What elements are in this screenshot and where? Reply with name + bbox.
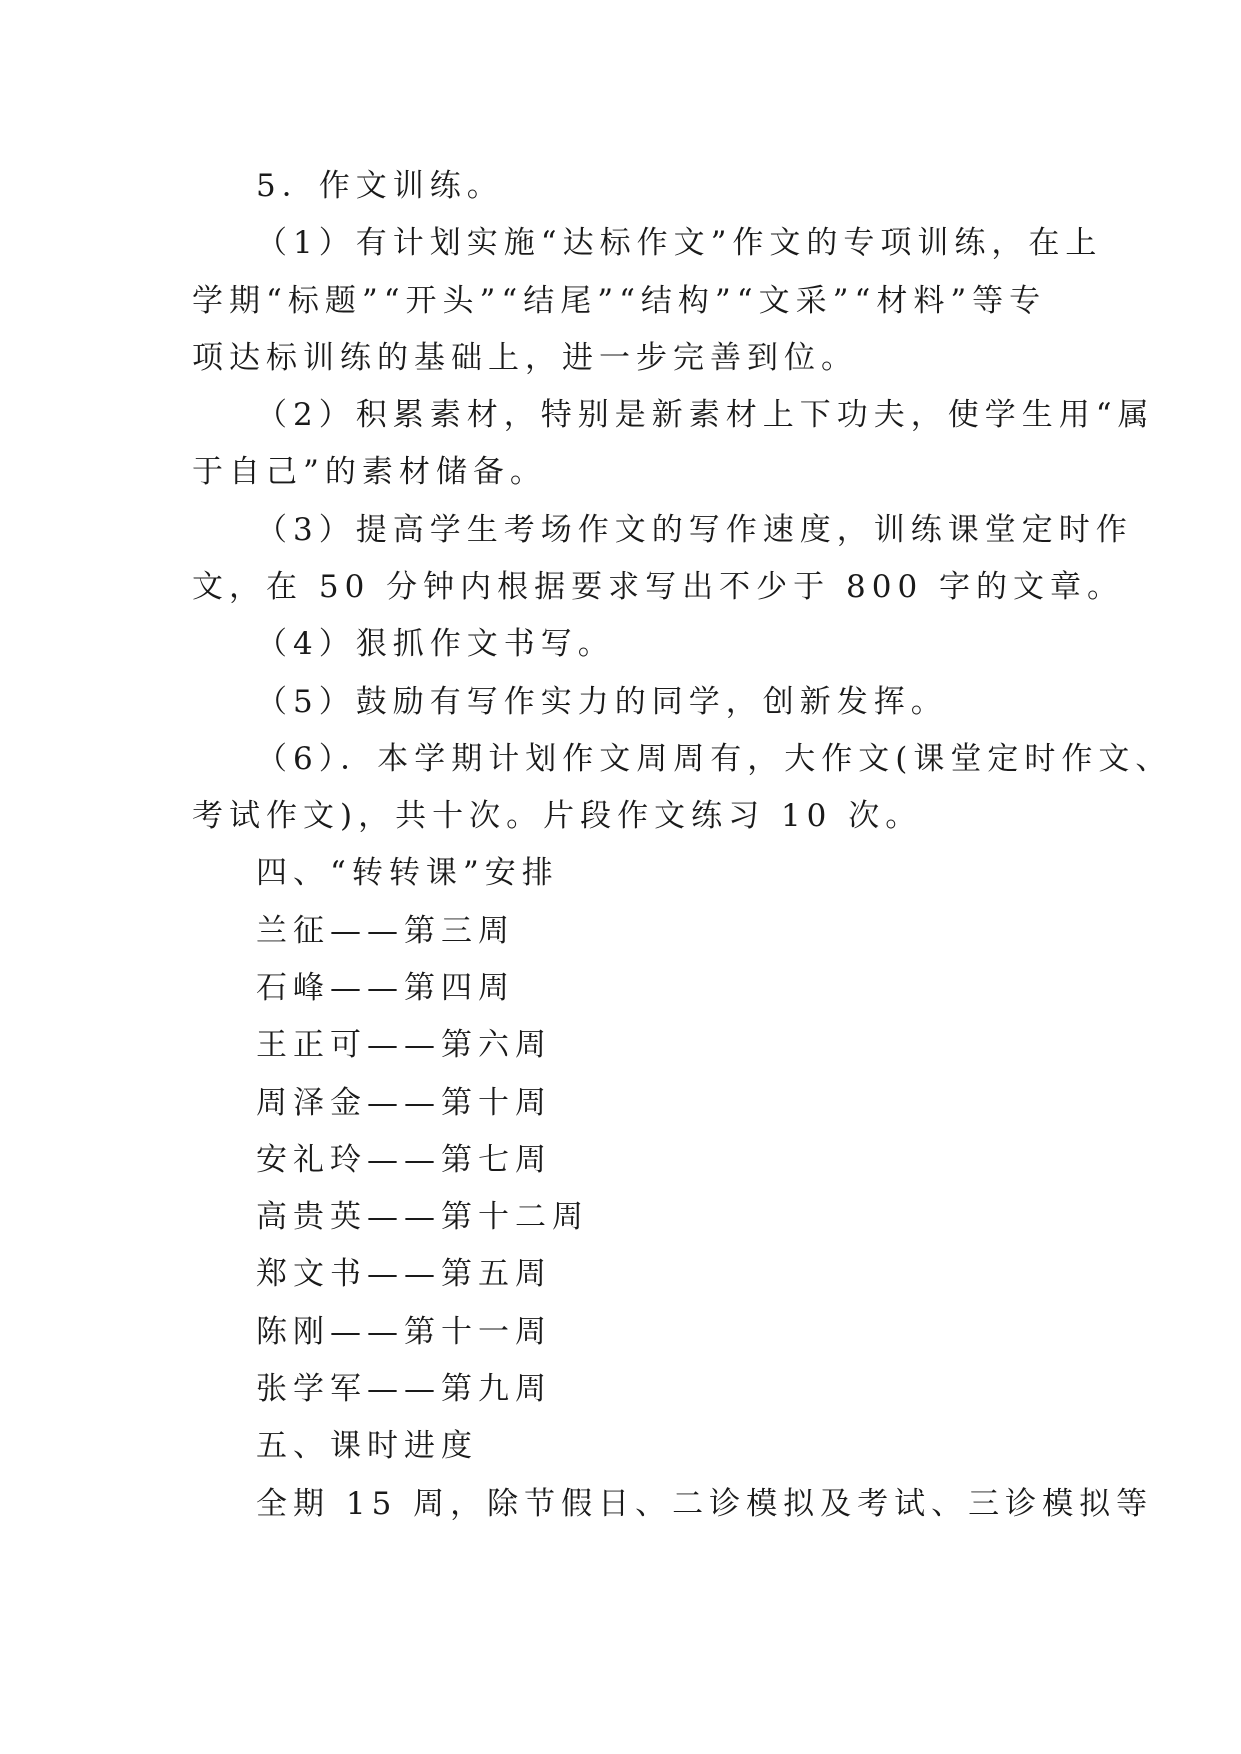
paragraph-line: 考试作文)，共十次。片段作文练习 10 次。 — [192, 798, 923, 834]
schedule-item: 高贵英——第十二周 — [256, 1199, 589, 1235]
paragraph-line: （3）提高学生考场作文的写作速度，训练课堂定时作 — [256, 512, 1133, 548]
schedule-item: 张学军——第九周 — [256, 1371, 552, 1407]
section-heading-composition: 5．作文训练。 — [256, 168, 504, 204]
section-heading-progress: 五、课时进度 — [256, 1428, 478, 1464]
paragraph-line: 项达标训练的基础上，进一步完善到位。 — [192, 340, 858, 376]
paragraph-line: （5）鼓励有写作实力的同学，创新发挥。 — [256, 684, 948, 720]
paragraph-line: 文，在 50 分钟内根据要求写出不少于 800 字的文章。 — [192, 569, 1125, 605]
schedule-item: 郑文书——第五周 — [256, 1256, 552, 1292]
paragraph-line: （4）狠抓作文书写。 — [256, 626, 615, 662]
schedule-item: 王正可——第六周 — [256, 1027, 552, 1063]
schedule-item: 陈刚——第十一周 — [256, 1314, 552, 1350]
paragraph-line: 于自己”的素材储备。 — [192, 454, 547, 490]
paragraph-line: 学期“标题”“开头”“结尾”“结构”“文采”“材料”等专 — [192, 283, 1047, 319]
paragraph-line: （2）积累素材，特别是新素材上下功夫，使学生用“属 — [256, 397, 1155, 433]
paragraph-line: 全期 15 周，除节假日、二诊模拟及考试、三诊模拟等 — [256, 1486, 1154, 1522]
paragraph-line: （6）．本学期计划作文周周有，大作文(课堂定时作文、 — [256, 741, 1173, 777]
schedule-item: 周泽金——第十周 — [256, 1085, 552, 1121]
schedule-item: 石峰——第四周 — [256, 970, 515, 1006]
paragraph-line: （1）有计划实施“达标作文”作文的专项训练，在上 — [256, 225, 1103, 261]
schedule-item: 安礼玲——第七周 — [256, 1142, 552, 1178]
schedule-item: 兰征——第三周 — [256, 913, 515, 949]
section-heading-rotation: 四、“转转课”安排 — [256, 855, 559, 891]
